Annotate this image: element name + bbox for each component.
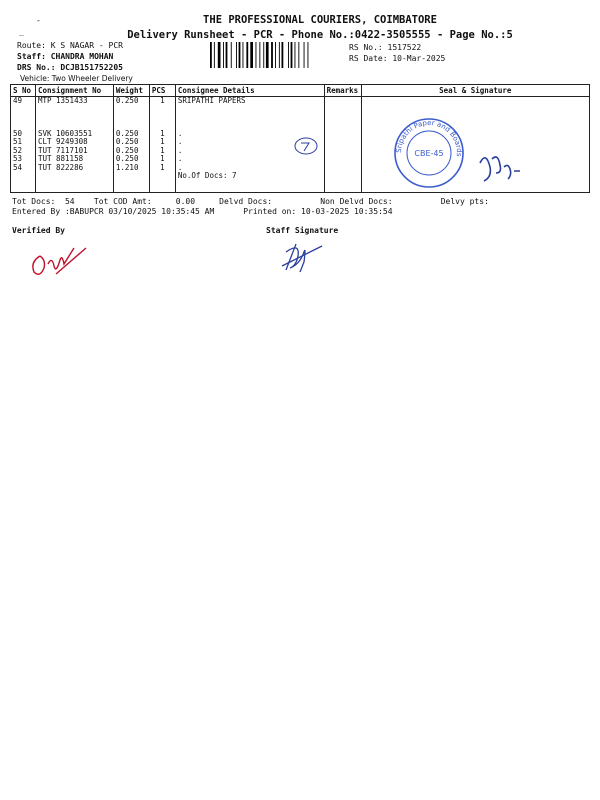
svg-text:CBE-45: CBE-45 — [413, 149, 444, 158]
col-weight: Weight — [113, 85, 149, 97]
entry-row — [12, 206, 393, 217]
company-stamp — [392, 115, 542, 205]
rs-date: RS Date: 10-Mar-2025 — [349, 54, 446, 63]
runsheet-table — [10, 84, 590, 193]
delvy-pts: Delvy pts: — [440, 197, 489, 206]
rs-number: RS No.: 1517522 — [349, 43, 422, 52]
col-consignee: Consignee Details — [175, 85, 324, 97]
runsheet-title: Delivery Runsheet - PCR - Phone No.:0422-3505555 - Page No.:5 — [127, 29, 513, 41]
stray-mark: _ — [19, 27, 24, 36]
col-consignment: Consignment No — [35, 85, 113, 97]
entered-by: Entered By :BABUPCR 03/10/2025 10:35:45 AM — [12, 207, 215, 216]
verified-by-label: Verified By — [12, 226, 65, 235]
delvd-docs: Delvd Docs: — [219, 197, 273, 206]
tot-cod: Tot COD Amt: — [93, 197, 152, 206]
non-delvd-docs: Non Delvd Docs: — [320, 197, 393, 206]
consignment-cell: MTP 1351433 SVK 10603551 CLT 9249308 TUT 7117101 TUT 881158 TUT 822286 — [35, 97, 113, 193]
remarks-cell — [324, 97, 361, 193]
col-sno: S No — [11, 85, 36, 97]
verifier-signature — [26, 244, 96, 284]
col-remarks: Remarks — [324, 85, 361, 97]
svg-text:Sripathi Paper and Boards: Sripathi Paper and Boards — [394, 118, 463, 157]
staff-signature — [278, 238, 338, 278]
pcs-cell: 1 1 1 1 1 1 — [149, 97, 175, 193]
printed-on: Printed on: 10-03-2025 10:35:54 — [243, 207, 393, 216]
seal-cell — [361, 97, 589, 193]
route-text: Route: K S NAGAR - PCR — [17, 41, 123, 50]
consignee-cell: SRIPATHI PAPERS . . . . . No.Of Docs: 7 — [175, 97, 324, 193]
stray-mark: - — [36, 16, 41, 25]
col-pcs: PCS — [149, 85, 175, 97]
col-seal: Seal & Signature — [361, 85, 589, 97]
drs-text: DRS No.: DCJB151752205 — [17, 63, 123, 72]
cod-value: 0.00 — [175, 197, 196, 206]
company-title: THE PROFESSIONAL COURIERS, COIMBATORE — [203, 14, 437, 26]
staff-signature-label: Staff Signature — [266, 226, 339, 235]
sno-cell: 49 50 51 52 53 54 — [11, 97, 36, 193]
handwritten-mark — [293, 135, 319, 157]
table-row — [11, 97, 590, 193]
barcode — [210, 42, 338, 68]
doc-count: No.Of Docs: 7 — [177, 171, 237, 180]
tot-docs: Tot Docs: 54 — [12, 197, 75, 206]
staff-text: Staff: CHANDRA MOHAN — [17, 52, 114, 61]
weight-cell: 0.250 0.250 0.250 0.250 0.250 1.210 — [113, 97, 149, 193]
table-header-row — [11, 85, 590, 97]
vehicle-text: Vehicle: Two Wheeler Delivery — [20, 74, 133, 83]
